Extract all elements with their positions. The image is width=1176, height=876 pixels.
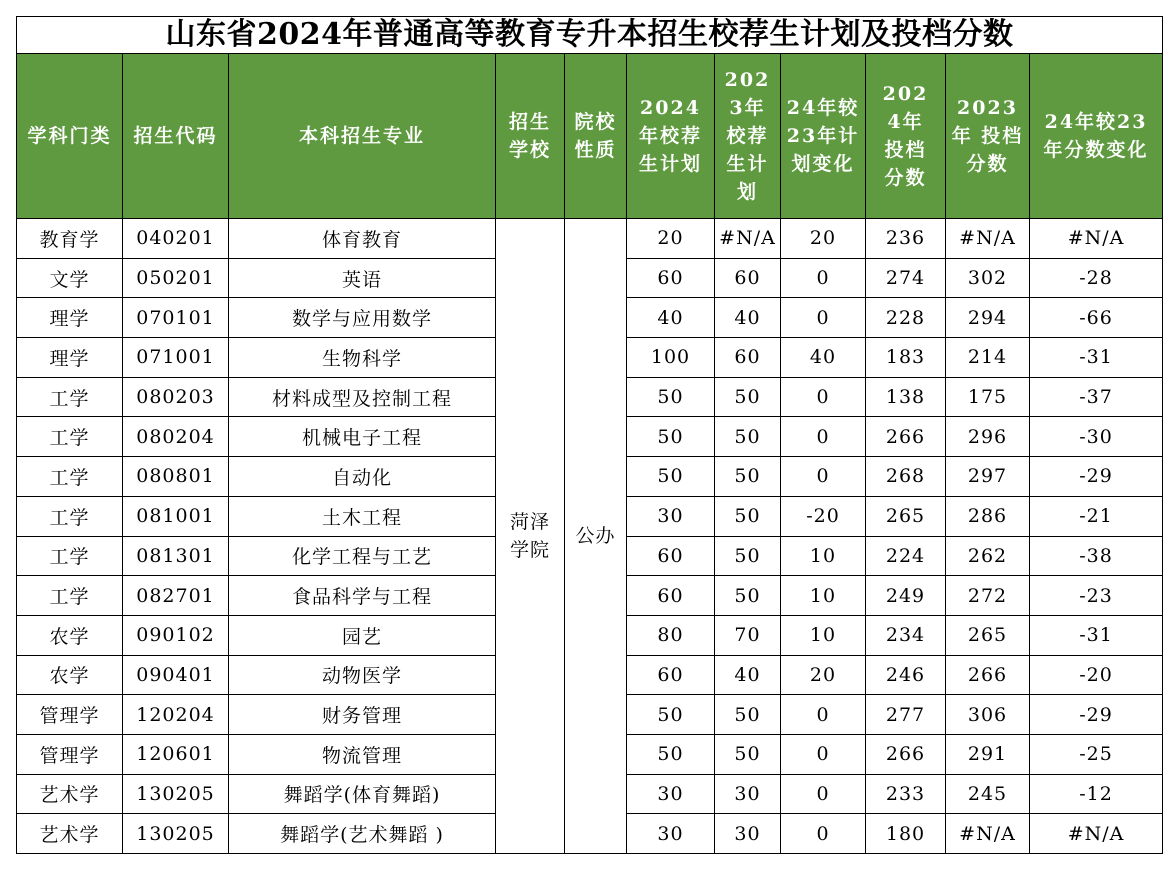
- cell-plan2024: 30: [627, 814, 715, 854]
- cell-score2024: 249: [866, 576, 946, 616]
- header-plan-2024: 2024年校荐生计划: [627, 54, 715, 219]
- cell-plan2024: 60: [627, 536, 715, 576]
- cell-plan-change: 10: [781, 615, 866, 655]
- cell-code: 090401: [123, 655, 229, 695]
- cell-plan-change: 0: [781, 734, 866, 774]
- cell-score2023: 272: [946, 576, 1030, 616]
- cell-plan2024: 30: [627, 496, 715, 536]
- cell-plan2023: 50: [715, 576, 781, 616]
- cell-score2023: 266: [946, 655, 1030, 695]
- cell-score2023: 286: [946, 496, 1030, 536]
- cell-major: 物流管理: [229, 734, 496, 774]
- cell-major: 英语: [229, 258, 496, 298]
- header-nature: 院校性质: [565, 54, 627, 219]
- header-school: 招生学校: [496, 54, 565, 219]
- cell-major: 材料成型及控制工程: [229, 377, 496, 417]
- cell-major: 生物科学: [229, 338, 496, 378]
- cell-score2024: 266: [866, 734, 946, 774]
- cell-plan-change: 0: [781, 258, 866, 298]
- cell-score-change: -29: [1030, 457, 1163, 497]
- header-plan-change: 24年较23年计划变化: [781, 54, 866, 219]
- cell-score2023: 175: [946, 377, 1030, 417]
- header-row: [17, 54, 1163, 219]
- cell-score-change: -28: [1030, 258, 1163, 298]
- cell-plan-change: 0: [781, 457, 866, 497]
- cell-category: 农学: [17, 655, 123, 695]
- cell-score-change: -38: [1030, 536, 1163, 576]
- header-plan-2023: 2023年校荐生计划: [715, 54, 781, 219]
- cell-score2023: 291: [946, 734, 1030, 774]
- cell-score2024: 268: [866, 457, 946, 497]
- cell-plan2023: 70: [715, 615, 781, 655]
- cell-category: 艺术学: [17, 774, 123, 814]
- cell-code: 080204: [123, 417, 229, 457]
- cell-plan2024: 100: [627, 338, 715, 378]
- cell-score2023: 296: [946, 417, 1030, 457]
- cell-category: 工学: [17, 576, 123, 616]
- cell-score2023: 297: [946, 457, 1030, 497]
- table-row: [17, 219, 1163, 259]
- cell-major: 财务管理: [229, 695, 496, 735]
- cell-score2024: 246: [866, 655, 946, 695]
- cell-score2024: 236: [866, 219, 946, 259]
- header-category: 学科门类: [17, 54, 123, 219]
- cell-school: 菏泽学院: [496, 219, 565, 854]
- cell-score-change: -31: [1030, 338, 1163, 378]
- cell-code: 130205: [123, 774, 229, 814]
- cell-plan2024: 50: [627, 695, 715, 735]
- cell-plan2023: 30: [715, 774, 781, 814]
- cell-plan2024: 60: [627, 576, 715, 616]
- cell-code: 082701: [123, 576, 229, 616]
- cell-major: 机械电子工程: [229, 417, 496, 457]
- cell-plan-change: -20: [781, 496, 866, 536]
- cell-category: 理学: [17, 338, 123, 378]
- cell-code: 120204: [123, 695, 229, 735]
- cell-score2023: 306: [946, 695, 1030, 735]
- cell-code: 071001: [123, 338, 229, 378]
- cell-score2024: 265: [866, 496, 946, 536]
- cell-score-change: -29: [1030, 695, 1163, 735]
- cell-category: 管理学: [17, 695, 123, 735]
- cell-category: 工学: [17, 536, 123, 576]
- cell-plan-change: 0: [781, 814, 866, 854]
- cell-code: 081001: [123, 496, 229, 536]
- cell-score-change: #N/A: [1030, 219, 1163, 259]
- cell-plan-change: 40: [781, 338, 866, 378]
- cell-plan2023: 50: [715, 417, 781, 457]
- cell-plan2023: 50: [715, 377, 781, 417]
- cell-major: 舞蹈学(艺术舞蹈 ): [229, 814, 496, 854]
- cell-score2023: #N/A: [946, 219, 1030, 259]
- cell-code: 080801: [123, 457, 229, 497]
- cell-major: 化学工程与工艺: [229, 536, 496, 576]
- cell-category: 艺术学: [17, 814, 123, 854]
- cell-code: 070101: [123, 298, 229, 338]
- cell-score2023: 302: [946, 258, 1030, 298]
- cell-category: 管理学: [17, 734, 123, 774]
- cell-score2024: 224: [866, 536, 946, 576]
- cell-score-change: -21: [1030, 496, 1163, 536]
- cell-plan2024: 60: [627, 655, 715, 695]
- cell-score2024: 274: [866, 258, 946, 298]
- cell-plan2023: 40: [715, 655, 781, 695]
- cell-code: 080203: [123, 377, 229, 417]
- cell-score-change: -25: [1030, 734, 1163, 774]
- cell-score2024: 183: [866, 338, 946, 378]
- cell-plan2023: 50: [715, 457, 781, 497]
- cell-category: 文学: [17, 258, 123, 298]
- cell-score2024: 138: [866, 377, 946, 417]
- cell-category: 工学: [17, 496, 123, 536]
- cell-major: 数学与应用数学: [229, 298, 496, 338]
- cell-plan2023: 50: [715, 734, 781, 774]
- cell-code: 040201: [123, 219, 229, 259]
- cell-score2023: 265: [946, 615, 1030, 655]
- cell-score2023: 262: [946, 536, 1030, 576]
- cell-plan-change: 0: [781, 695, 866, 735]
- admission-table: [16, 16, 1163, 854]
- cell-category: 农学: [17, 615, 123, 655]
- header-score-2024: 2024年 投档分数: [866, 54, 946, 219]
- cell-plan2024: 20: [627, 219, 715, 259]
- cell-plan-change: 0: [781, 377, 866, 417]
- cell-plan2024: 30: [627, 774, 715, 814]
- page-title: 山东省2024年普通高等教育专升本招生校荐生计划及投档分数: [17, 17, 1163, 54]
- cell-plan-change: 20: [781, 219, 866, 259]
- cell-category: 工学: [17, 457, 123, 497]
- cell-plan2023: 40: [715, 298, 781, 338]
- cell-major: 体育教育: [229, 219, 496, 259]
- cell-plan2023: 60: [715, 338, 781, 378]
- cell-plan2023: 50: [715, 695, 781, 735]
- cell-plan-change: 10: [781, 576, 866, 616]
- cell-code: 130205: [123, 814, 229, 854]
- cell-plan2024: 50: [627, 734, 715, 774]
- cell-score2024: 277: [866, 695, 946, 735]
- cell-score2024: 266: [866, 417, 946, 457]
- cell-major: 园艺: [229, 615, 496, 655]
- cell-plan2024: 50: [627, 417, 715, 457]
- header-major: 本科招生专业: [229, 54, 496, 219]
- header-score-2023: 2023年 投档分数: [946, 54, 1030, 219]
- cell-major: 土木工程: [229, 496, 496, 536]
- cell-plan-change: 0: [781, 774, 866, 814]
- spreadsheet: [16, 16, 1162, 854]
- cell-score-change: -31: [1030, 615, 1163, 655]
- table-body: [17, 219, 1163, 854]
- cell-score-change: -20: [1030, 655, 1163, 695]
- cell-score-change: #N/A: [1030, 814, 1163, 854]
- cell-score-change: -37: [1030, 377, 1163, 417]
- cell-major: 舞蹈学(体育舞蹈): [229, 774, 496, 814]
- cell-code: 120601: [123, 734, 229, 774]
- cell-score2023: 294: [946, 298, 1030, 338]
- cell-plan-change: 0: [781, 417, 866, 457]
- cell-score2024: 228: [866, 298, 946, 338]
- header-code: 招生代码: [123, 54, 229, 219]
- cell-score-change: -30: [1030, 417, 1163, 457]
- cell-category: 教育学: [17, 219, 123, 259]
- cell-plan2023: 60: [715, 258, 781, 298]
- header-score-change: 24年较23年分数变化: [1030, 54, 1163, 219]
- cell-score2023: 245: [946, 774, 1030, 814]
- cell-plan-change: 0: [781, 298, 866, 338]
- cell-nature: 公办: [565, 219, 627, 854]
- cell-score2023: 214: [946, 338, 1030, 378]
- cell-plan-change: 10: [781, 536, 866, 576]
- cell-score-change: -23: [1030, 576, 1163, 616]
- cell-plan2023: 30: [715, 814, 781, 854]
- cell-major: 自动化: [229, 457, 496, 497]
- cell-plan2024: 60: [627, 258, 715, 298]
- cell-plan2023: #N/A: [715, 219, 781, 259]
- cell-major: 动物医学: [229, 655, 496, 695]
- cell-score-change: -66: [1030, 298, 1163, 338]
- cell-score2024: 234: [866, 615, 946, 655]
- cell-plan-change: 20: [781, 655, 866, 695]
- cell-category: 理学: [17, 298, 123, 338]
- cell-score2024: 180: [866, 814, 946, 854]
- cell-plan2024: 40: [627, 298, 715, 338]
- cell-major: 食品科学与工程: [229, 576, 496, 616]
- cell-code: 090102: [123, 615, 229, 655]
- cell-score2023: #N/A: [946, 814, 1030, 854]
- cell-code: 050201: [123, 258, 229, 298]
- cell-plan2024: 80: [627, 615, 715, 655]
- cell-plan2023: 50: [715, 496, 781, 536]
- cell-category: 工学: [17, 417, 123, 457]
- cell-plan2024: 50: [627, 457, 715, 497]
- cell-score2024: 233: [866, 774, 946, 814]
- cell-code: 081301: [123, 536, 229, 576]
- cell-category: 工学: [17, 377, 123, 417]
- cell-plan2024: 50: [627, 377, 715, 417]
- cell-score-change: -12: [1030, 774, 1163, 814]
- cell-plan2023: 50: [715, 536, 781, 576]
